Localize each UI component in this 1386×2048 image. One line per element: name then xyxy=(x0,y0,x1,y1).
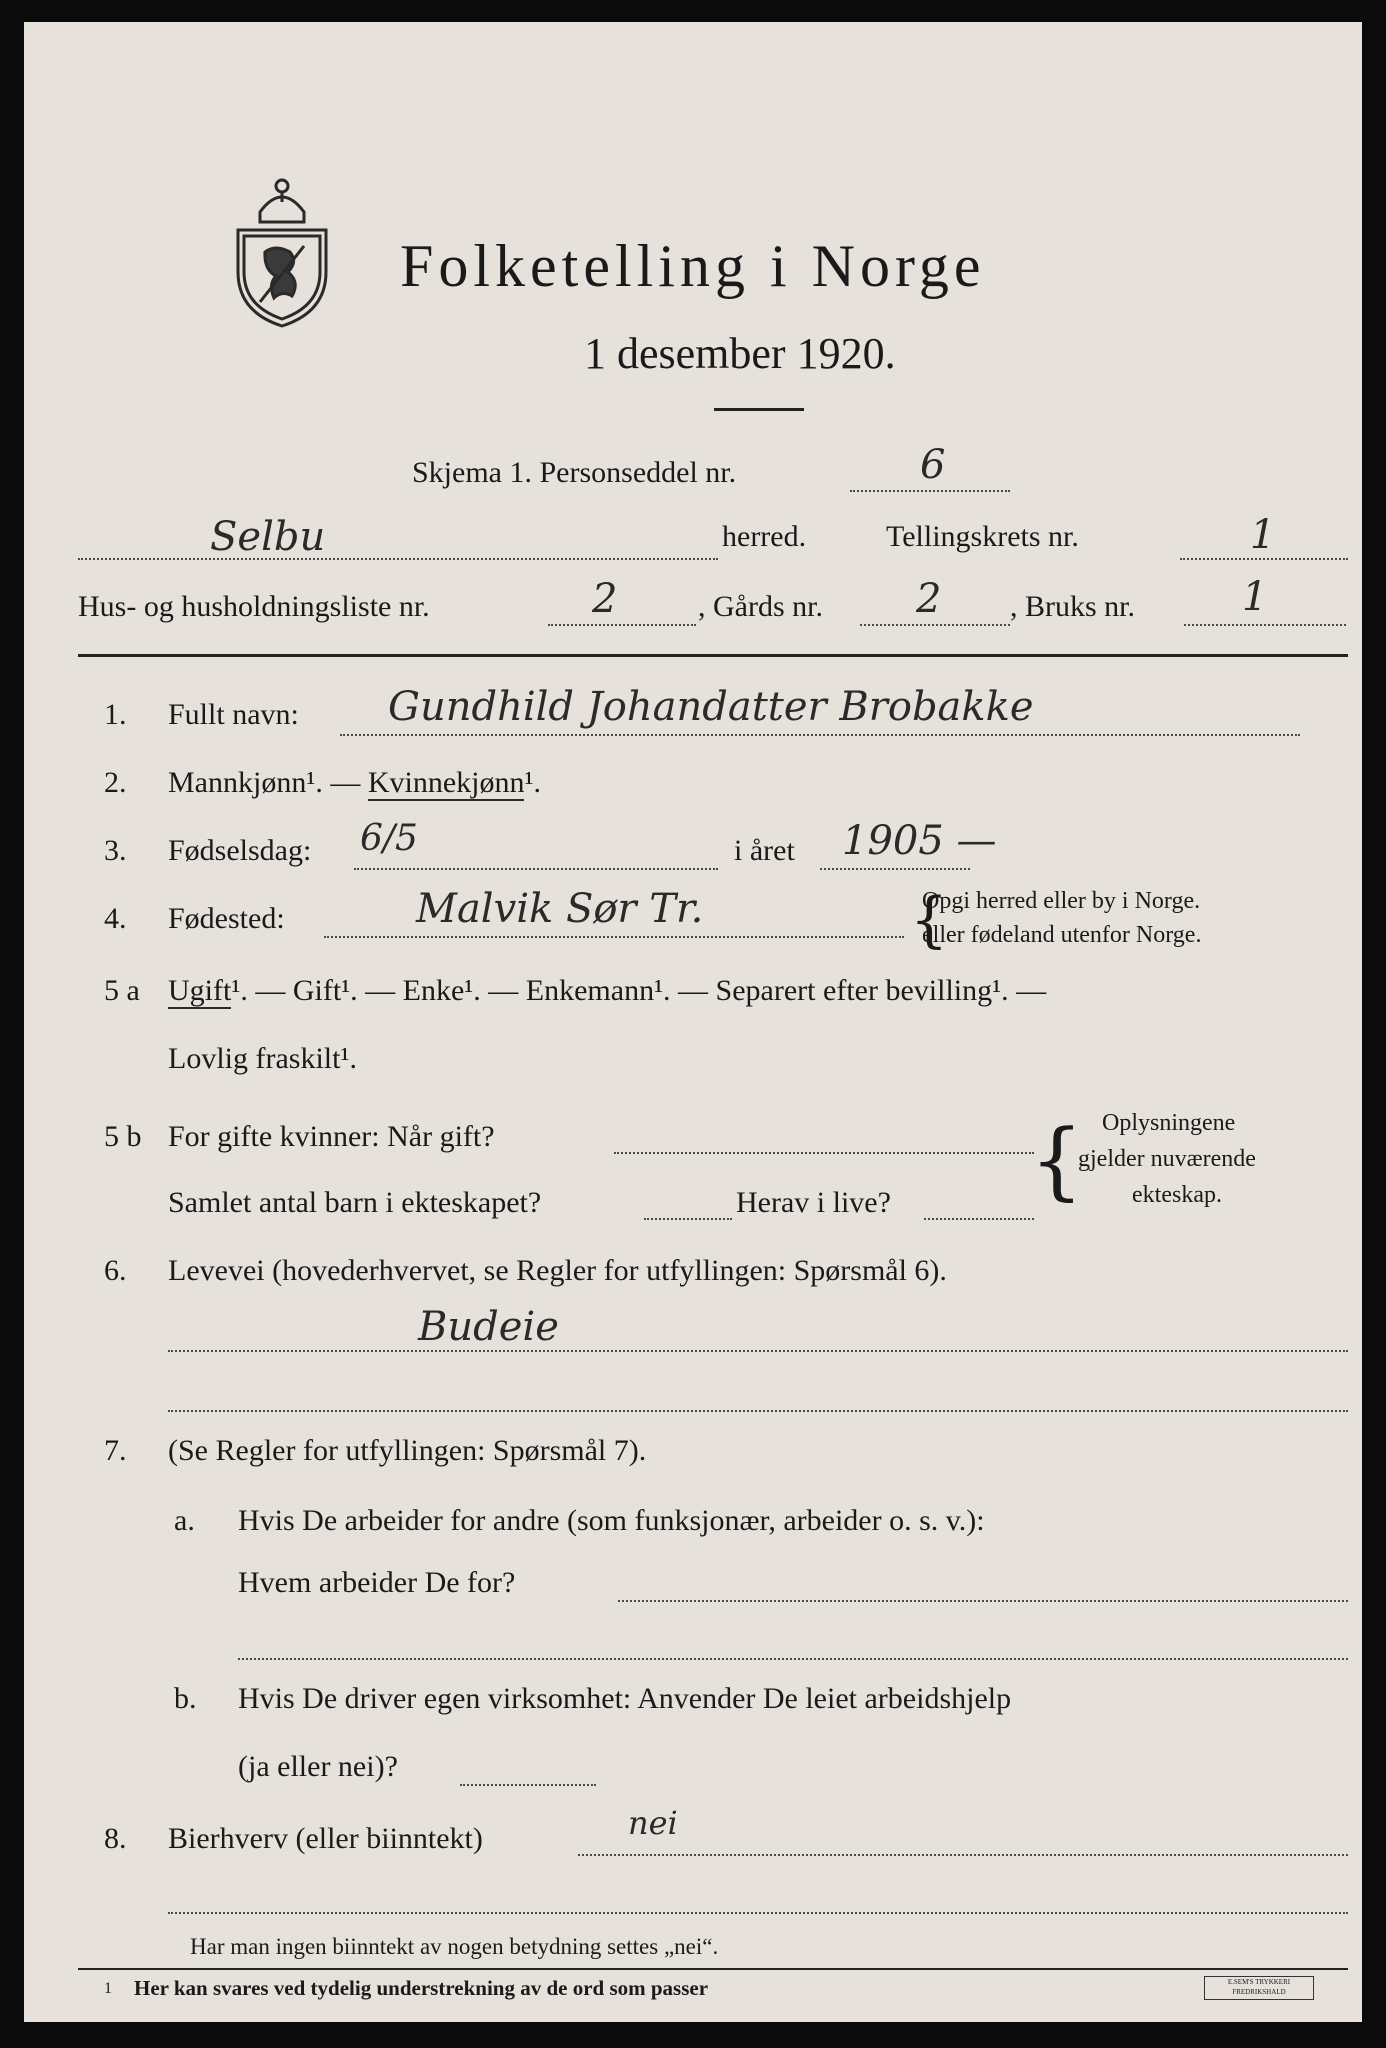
census-form xyxy=(24,22,1362,2022)
form-title: Folketelling i Norge xyxy=(400,233,986,299)
q2-footnote-mark: ¹. xyxy=(524,766,541,799)
q1-number: 1. xyxy=(104,698,127,731)
schema-fill-line xyxy=(850,490,1010,492)
q5b-alive-label: Herav i live? xyxy=(736,1186,891,1219)
hus-value: 2 xyxy=(592,576,618,622)
q6-number: 6. xyxy=(104,1254,127,1287)
q5b-note-brace: { xyxy=(1030,1111,1084,1209)
printer-stamp-line1: E.SEM'S TRYKKERI xyxy=(1227,1978,1291,1986)
footer-note: Har man ingen biinntekt av nogen betydning settes „nei“. xyxy=(190,1934,719,1959)
q7a-text: Hvis De arbeider for andre (som funksjonær, arbeider o. s. v.): xyxy=(238,1504,985,1537)
q7b-letter: b. xyxy=(174,1682,197,1715)
bruks-fill-line xyxy=(1184,624,1346,626)
bruks-label: , Bruks nr. xyxy=(1010,590,1136,623)
q7b-question: (ja eller nei)? xyxy=(238,1750,398,1783)
header-divider xyxy=(78,654,1348,657)
bruks-value: 1 xyxy=(1242,574,1268,620)
q1-label: Fullt navn: xyxy=(168,698,299,731)
gards-value: 2 xyxy=(916,576,942,622)
q4-fill-line xyxy=(324,936,904,938)
q6-fill-line-1 xyxy=(168,1350,1348,1352)
q8-fill-line-1 xyxy=(578,1854,1348,1856)
q5a-number: 5 a xyxy=(104,974,140,1007)
hus-fill-line xyxy=(548,624,696,626)
q7a-letter: a. xyxy=(174,1504,195,1537)
q4-label: Fødested: xyxy=(168,902,285,935)
q2-number: 2. xyxy=(104,766,127,799)
q5b-note-line2: gjelder nuværende xyxy=(1078,1146,1256,1172)
printer-stamp-line2: FREDRIKSHALD xyxy=(1232,1988,1286,1996)
q7-number: 7. xyxy=(104,1434,127,1467)
q4-number: 4. xyxy=(104,902,127,935)
tellingskrets-fill-line xyxy=(1180,558,1348,560)
q5b-note-line3: ekteskap. xyxy=(1132,1182,1222,1208)
q3-year-value: 1905 — xyxy=(842,818,997,864)
q6-fill-line-2 xyxy=(168,1410,1348,1412)
q5b-children-label: Samlet antal barn i ekteskapet? xyxy=(168,1186,542,1219)
q8-value: nei xyxy=(628,1804,678,1842)
q8-number: 8. xyxy=(104,1822,127,1855)
q7a-fill-line-1 xyxy=(618,1600,1348,1602)
q4-note-brace: { xyxy=(910,885,949,955)
gards-fill-line xyxy=(860,624,1010,626)
q5a-options-rest: ¹. — Gift¹. — Enke¹. — Enkemann¹. — Separert efter bevilling¹. — xyxy=(231,974,1047,1007)
q3-day-value: 6/5 xyxy=(360,818,418,859)
tellingskrets-label: Tellingskrets nr. xyxy=(886,520,1079,553)
census-date: 1 desember 1920. xyxy=(584,329,896,378)
q3-label: Fødselsdag: xyxy=(168,834,312,867)
norway-coat-of-arms-icon xyxy=(230,172,334,328)
q2-text xyxy=(168,766,541,800)
q1-value: Gundhild Johandatter Brobakke xyxy=(388,684,1034,730)
herred-value: Selbu xyxy=(210,514,326,560)
q5a-line1 xyxy=(168,974,1046,1008)
q2-option-female: Kvinnekjønn xyxy=(367,766,525,799)
q8-fill-line-2 xyxy=(168,1912,1348,1914)
gards-label: , Gårds nr. xyxy=(698,590,823,623)
footnote-number: 1 xyxy=(104,1980,112,1997)
footnote-divider xyxy=(78,1968,1348,1970)
q5a-line2: Lovlig fraskilt¹. xyxy=(168,1042,357,1075)
q5b-married-fill-line xyxy=(614,1152,1034,1154)
footnote-text: Her kan svares ved tydelig understrekning av de ord som passer xyxy=(134,1976,709,2000)
q1-fill-line xyxy=(340,734,1300,736)
q7a-question: Hvem arbeider De for? xyxy=(238,1566,516,1599)
tellingskrets-value: 1 xyxy=(1250,512,1276,558)
q5b-line1: For gifte kvinner: Når gift? xyxy=(168,1120,495,1153)
q5b-alive-fill-line xyxy=(924,1218,1034,1220)
q3-number: 3. xyxy=(104,834,127,867)
title-divider xyxy=(714,408,804,411)
q3-year-label: i året xyxy=(734,834,795,867)
q5b-note-line1: Oplysningene xyxy=(1102,1110,1236,1136)
hus-label: Hus- og husholdningsliste nr. xyxy=(78,590,430,623)
q7b-fill-line xyxy=(460,1784,596,1786)
q7b-text: Hvis De driver egen virksomhet: Anvender De leiet arbeidshjelp xyxy=(238,1682,1012,1715)
q4-note-line2: eller fødeland utenfor Norge. xyxy=(922,922,1202,948)
schema-label: Skjema 1. Personseddel nr. xyxy=(412,456,737,489)
schema-number: 6 xyxy=(920,442,946,488)
printer-stamp xyxy=(1204,1976,1314,2000)
q5a-option-ugift: Ugift xyxy=(168,974,232,1007)
herred-label: herred. xyxy=(722,520,807,553)
q5b-children-fill-line xyxy=(644,1218,732,1220)
q3-year-fill-line xyxy=(820,868,970,870)
q4-value: Malvik Sør Tr. xyxy=(416,886,704,932)
q3-day-fill-line xyxy=(354,868,718,870)
q6-value: Budeie xyxy=(418,1304,559,1350)
q7-label: (Se Regler for utfyllingen: Spørsmål 7). xyxy=(168,1434,647,1467)
q5b-number: 5 b xyxy=(104,1120,142,1153)
q6-label: Levevei (hovederhvervet, se Regler for utfyllingen: Spørsmål 6). xyxy=(168,1254,947,1287)
q7a-fill-line-2 xyxy=(238,1658,1348,1660)
q2-option-male: Mannkjønn¹. — xyxy=(168,766,368,799)
q8-label: Bierhverv (eller biinntekt) xyxy=(168,1822,483,1855)
q4-note-line1: Opgi herred eller by i Norge. xyxy=(922,888,1201,914)
herred-fill-line xyxy=(78,558,718,560)
